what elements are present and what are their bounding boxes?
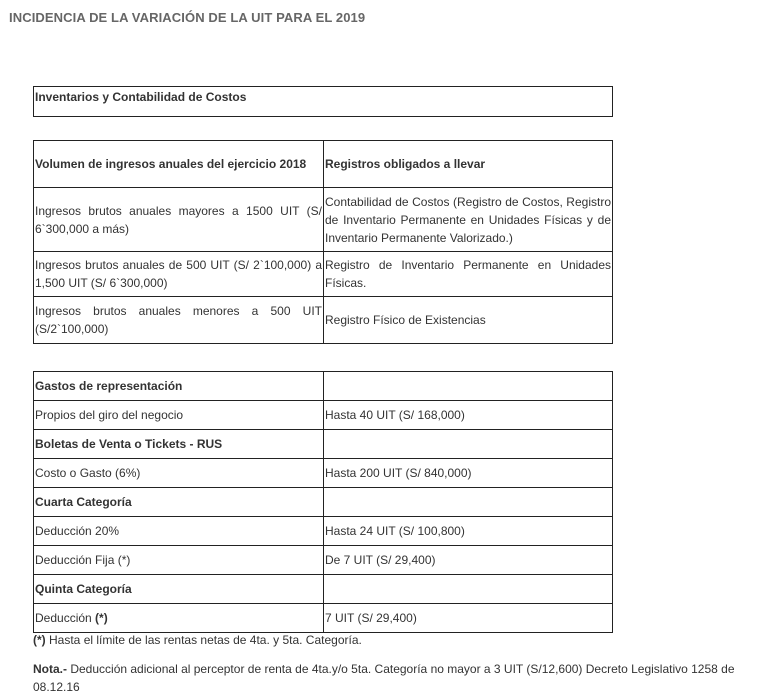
category-value — [324, 372, 613, 401]
table-row — [34, 430, 613, 459]
category-value — [324, 575, 613, 604]
table-row — [34, 459, 613, 488]
nota-label: Nota.- — [33, 662, 67, 676]
item-label: Costo o Gasto (6%) — [34, 459, 324, 488]
header-volumen: Volumen de ingresos anuales del ejercicio 2018 — [34, 141, 324, 188]
gastos-table — [33, 371, 613, 633]
category-label: Boletas de Venta o Tickets - RUS — [34, 430, 324, 459]
category-value — [324, 430, 613, 459]
table-row — [34, 252, 613, 297]
item-label: Deducción Fija (*) — [34, 546, 324, 575]
registros-table — [33, 140, 613, 344]
table-row — [34, 575, 613, 604]
item-label — [34, 604, 324, 633]
item-label: Deducción 20% — [34, 517, 324, 546]
category-value — [324, 488, 613, 517]
category-label: Gastos de representación — [34, 372, 324, 401]
table-row — [34, 401, 613, 430]
category-label: Quinta Categoría — [34, 575, 324, 604]
item-value: Hasta 24 UIT (S/ 100,800) — [324, 517, 613, 546]
cell-volumen: Ingresos brutos anuales mayores a 1500 UIT (S/ 6`300,000 a más) — [34, 188, 324, 252]
page-title: INCIDENCIA DE LA VARIACIÓN DE LA UIT PARA EL 2019 — [9, 10, 366, 25]
table-row — [34, 517, 613, 546]
table-row — [34, 188, 613, 252]
table-row — [34, 604, 613, 633]
item-value: 7 UIT (S/ 29,400) — [324, 604, 613, 633]
table-row — [34, 297, 613, 344]
cell-volumen: Ingresos brutos anuales de 500 UIT (S/ 2`100,000) a 1,500 UIT (S/ 6`300,000) — [34, 252, 324, 297]
footnote — [33, 633, 362, 647]
asterisk-mark: (*) — [95, 611, 108, 625]
table-row — [34, 546, 613, 575]
header-registros: Registros obligados a llevar — [324, 141, 613, 188]
category-label: Cuarta Categoría — [34, 488, 324, 517]
table-row — [34, 488, 613, 517]
footnote-mark: (*) — [33, 633, 46, 647]
item-value: Hasta 200 UIT (S/ 840,000) — [324, 459, 613, 488]
table-header-row — [34, 141, 613, 188]
cell-registro: Contabilidad de Costos (Registro de Costos, Registro de Inventario Permanente en Unidades Físicas y de Inventario Permanente Valorizado.) — [324, 188, 613, 252]
table-row — [34, 372, 613, 401]
footnote-text: Hasta el límite de las rentas netas de 4ta. y 5ta. Categoría. — [45, 633, 362, 647]
section-title: Inventarios y Contabilidad de Costos — [34, 87, 613, 117]
cell-volumen: Ingresos brutos anuales menores a 500 UIT (S/2`100,000) — [34, 297, 324, 344]
cell-registro: Registro de Inventario Permanente en Unidades Físicas. — [324, 252, 613, 297]
nota-text: Deducción adicional al perceptor de renta de 4ta.y/o 5ta. Categoría no mayor a 3 UIT (S/12,600) Decreto Legislativo 1258 de 08.12.16 — [33, 662, 735, 694]
cell-registro: Registro Físico de Existencias — [324, 297, 613, 344]
item-value: De 7 UIT (S/ 29,400) — [324, 546, 613, 575]
item-label-text: Deducción — [35, 611, 92, 625]
section-title-table — [33, 86, 613, 117]
item-label: Propios del giro del negocio — [34, 401, 324, 430]
nota — [33, 660, 763, 696]
item-value: Hasta 40 UIT (S/ 168,000) — [324, 401, 613, 430]
